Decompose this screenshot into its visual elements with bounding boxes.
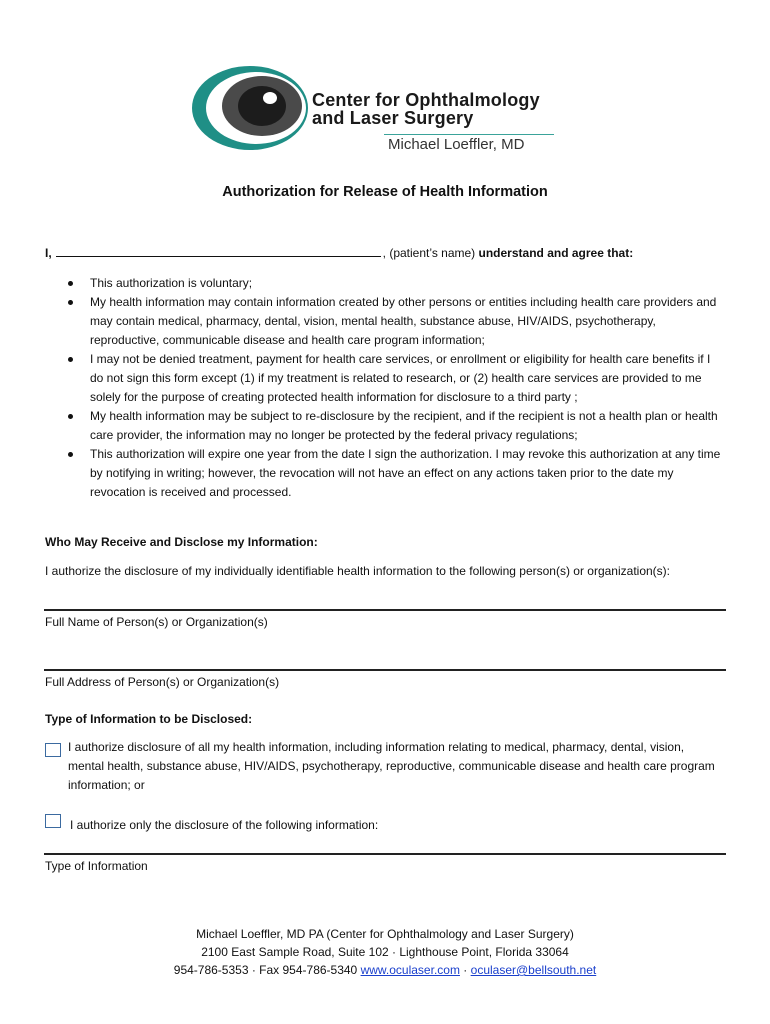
logo-doctor-name: Michael Loeffler, MD: [388, 136, 525, 153]
logo-line-1: Center for Ophthalmology: [312, 90, 540, 110]
eye-logo-icon: [190, 62, 320, 154]
terms-list: [64, 274, 724, 502]
type-of-information-label: Type of Information: [45, 859, 148, 873]
disclose-all-text: I authorize disclosure of all my health information, including information relating to medical, pharmacy, dental, vision, mental health, substance abuse, HIV/AIDS, psychotherapy, reproductive, communicable disease and health care program information; or: [68, 740, 715, 792]
footer-phone: 954-786-5353 · Fax 954-786-5340: [173, 963, 358, 977]
logo-line-2: and Laser Surgery: [312, 108, 474, 128]
patient-prefix: I,: [45, 246, 52, 260]
patient-suffix: , (patient’s name): [382, 246, 476, 260]
type-of-information-field[interactable]: [44, 853, 726, 855]
document-title: Authorization for Release of Health Information: [222, 184, 548, 200]
recipient-name-field[interactable]: [44, 609, 726, 611]
website-link[interactable]: www.oculaser.com: [360, 963, 460, 977]
disclose-only-text: I authorize only the disclosure of the following information:: [70, 818, 379, 832]
recipient-name-label: Full Name of Person(s) or Organization(s): [45, 615, 268, 629]
patient-agree-text: understand and agree that:: [478, 246, 634, 260]
footer-address: 2100 East Sample Road, Suite 102 · Lighthouse Point, Florida 33064: [201, 945, 569, 959]
recipient-address-label: Full Address of Person(s) or Organization(s): [45, 675, 280, 689]
disclose-only-checkbox[interactable]: [45, 814, 61, 828]
footer-separator: ·: [463, 963, 468, 977]
who-text: I authorize the disclosure of my individually identifiable health information to the following person(s) or organization(s):: [45, 564, 670, 578]
patient-name-line: [45, 246, 633, 260]
disclose-all-checkbox[interactable]: [45, 743, 61, 757]
who-heading: Who May Receive and Disclose my Information:: [45, 535, 318, 549]
list-item: I may not be denied treatment, payment for health care services, or enrollment or eligibility for health care benefits if I do not sign this form except (1) if my treatment is related to research, or (2) health care services are provided to me solely for the purpose of creating protected health information for disclosure to a third party ;: [64, 350, 724, 407]
list-item: My health information may be subject to re-disclosure by the recipient, and if the recipient is not a health plan or health care provider, the information may no longer be protected by the federal privacy regulations;: [64, 407, 724, 445]
type-heading: Type of Information to be Disclosed:: [45, 712, 253, 726]
footer-practice: Michael Loeffler, MD PA (Center for Ophthalmology and Laser Surgery): [196, 927, 574, 941]
email-link[interactable]: oculaser@bellsouth.net: [470, 963, 597, 977]
footer-contact-line: [0, 961, 770, 979]
list-item: This authorization will expire one year from the date I sign the authorization. I may revoke this authorization at any time by notifying in writing; however, the revocation will not have an effect on any actions taken prior to the date my revocation is received and processed.: [64, 445, 724, 502]
practice-logo: [190, 62, 570, 154]
footer-contact: [0, 925, 770, 979]
patient-name-field[interactable]: [56, 246, 381, 257]
list-item: My health information may contain information created by other persons or entities including health care providers and may contain medical, pharmacy, dental, vision, mental health, substance abuse, HIV/AIDS, psychotherapy, reproductive, communicable disease and health care program information;: [64, 293, 724, 350]
logo-divider: [384, 134, 554, 135]
recipient-address-field[interactable]: [44, 669, 726, 671]
list-item: This authorization is voluntary;: [64, 274, 724, 293]
